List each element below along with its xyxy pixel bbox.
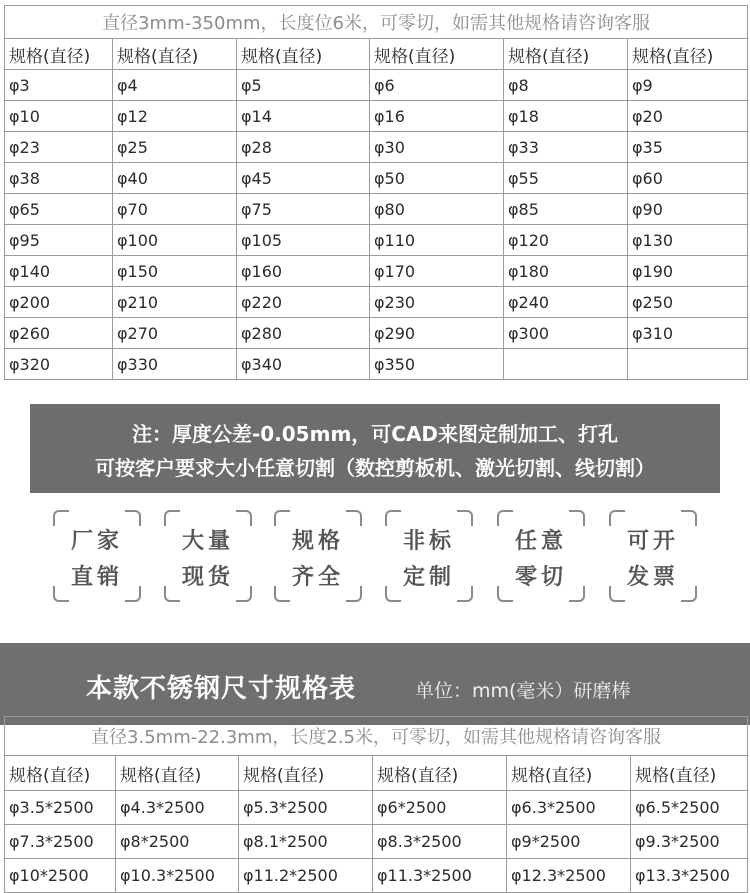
table-cell: φ23 — [5, 132, 113, 163]
section-header — [0, 643, 750, 725]
table-cell: φ260 — [5, 318, 113, 349]
table-cell: φ300 — [504, 318, 628, 349]
table-cell: φ8.3*2500 — [373, 825, 507, 859]
table-row — [5, 349, 748, 380]
badge-text: 规格 — [291, 529, 344, 554]
feature-badge — [609, 510, 697, 602]
feature-badge — [164, 510, 252, 602]
table-cell: φ130 — [628, 225, 748, 256]
table-cell: φ340 — [237, 349, 370, 380]
table-cell: φ45 — [237, 163, 370, 194]
table-cell: φ5 — [237, 70, 370, 101]
badge-text: 可开 — [626, 529, 679, 554]
note-banner — [30, 404, 720, 493]
table-row — [5, 194, 748, 225]
feature-badge — [53, 510, 141, 602]
table-cell: φ8*2500 — [116, 825, 239, 859]
table-cell — [504, 349, 628, 380]
table-cell: φ9*2500 — [507, 825, 631, 859]
table-caption: 直径3.5mm-22.3mm，长度2.5米，可零切，如需其他规格请咨询客服 — [5, 717, 748, 756]
table-cell: φ50 — [370, 163, 504, 194]
table-cell: φ120 — [504, 225, 628, 256]
table-cell: φ250 — [628, 287, 748, 318]
table-cell: φ18 — [504, 101, 628, 132]
table-body — [5, 70, 748, 380]
feature-badge — [497, 510, 585, 602]
table-cell: φ10.3*2500 — [116, 859, 239, 893]
column-header: 规格(直径) — [5, 39, 113, 70]
section-title: 本款不锈钢尺寸规格表 — [86, 674, 357, 704]
table-cell: φ280 — [237, 318, 370, 349]
table-cell: φ65 — [5, 194, 113, 225]
table-cell: φ240 — [504, 287, 628, 318]
table-cell: φ190 — [628, 256, 748, 287]
note-line: 可按客户要求大小任意切割（数控剪板机、激光切割、线切割） — [95, 456, 655, 480]
badge-text: 厂家 — [70, 529, 123, 554]
table-cell: φ95 — [5, 225, 113, 256]
table-cell — [628, 349, 748, 380]
table-cell: φ4.3*2500 — [116, 791, 239, 825]
badge-text: 现货 — [181, 565, 234, 590]
column-header: 规格(直径) — [373, 756, 507, 791]
table-cell: φ85 — [504, 194, 628, 225]
column-header: 规格(直径) — [237, 39, 370, 70]
table-cell: φ270 — [113, 318, 237, 349]
table-cell: φ13.3*2500 — [631, 859, 748, 893]
table-row — [5, 825, 748, 859]
table-cell: φ33 — [504, 132, 628, 163]
column-header: 规格(直径) — [239, 756, 373, 791]
badge-text: 任意 — [514, 529, 567, 554]
table-cell: φ180 — [504, 256, 628, 287]
column-header: 规格(直径) — [113, 39, 237, 70]
table-cell: φ12 — [113, 101, 237, 132]
table-cell: φ70 — [113, 194, 237, 225]
table-row — [5, 132, 748, 163]
table-cell: φ90 — [628, 194, 748, 225]
table-cell: φ230 — [370, 287, 504, 318]
table-cell: φ11.2*2500 — [239, 859, 373, 893]
column-header: 规格(直径) — [116, 756, 239, 791]
table-body — [5, 791, 748, 893]
table-cell: φ7.3*2500 — [5, 825, 116, 859]
spec-table-1 — [4, 5, 748, 380]
table-cell: φ150 — [113, 256, 237, 287]
table-cell: φ16 — [370, 101, 504, 132]
table-cell: φ60 — [628, 163, 748, 194]
table-cell: φ40 — [113, 163, 237, 194]
table-cell: φ38 — [5, 163, 113, 194]
column-header: 规格(直径) — [631, 756, 748, 791]
table-cell: φ14 — [237, 101, 370, 132]
table-cell: φ200 — [5, 287, 113, 318]
table-row — [5, 256, 748, 287]
table-row — [5, 318, 748, 349]
table-cell: φ11.3*2500 — [373, 859, 507, 893]
table-row — [5, 287, 748, 318]
table-row — [5, 859, 748, 893]
table-row — [5, 225, 748, 256]
table-cell: φ100 — [113, 225, 237, 256]
table-row — [5, 70, 748, 101]
section-subtitle: 单位：mm(毫米）研磨棒 — [415, 680, 631, 702]
column-header: 规格(直径) — [5, 756, 116, 791]
table-row — [5, 163, 748, 194]
table-cell: φ30 — [370, 132, 504, 163]
table-cell: φ25 — [113, 132, 237, 163]
table-cell: φ4 — [113, 70, 237, 101]
table-cell: φ75 — [237, 194, 370, 225]
note-line: 注：厚度公差-0.05mm，可CAD来图定制加工、打孔 — [131, 422, 619, 446]
spec-table-2 — [4, 716, 748, 893]
table-cell: φ290 — [370, 318, 504, 349]
badge-text: 大量 — [181, 529, 234, 554]
table-row — [5, 791, 748, 825]
table-cell: φ350 — [370, 349, 504, 380]
table-cell: φ28 — [237, 132, 370, 163]
badge-text: 零切 — [514, 565, 567, 590]
column-header: 规格(直径) — [507, 756, 631, 791]
table-cell: φ6 — [370, 70, 504, 101]
column-header: 规格(直径) — [504, 39, 628, 70]
badge-text: 齐全 — [291, 565, 344, 590]
table-cell: φ310 — [628, 318, 748, 349]
table-cell: φ110 — [370, 225, 504, 256]
table-cell: φ220 — [237, 287, 370, 318]
table-cell: φ170 — [370, 256, 504, 287]
table-cell: φ8 — [504, 70, 628, 101]
table-cell: φ10*2500 — [5, 859, 116, 893]
table-cell: φ12.3*2500 — [507, 859, 631, 893]
table-cell: φ55 — [504, 163, 628, 194]
table-cell: φ105 — [237, 225, 370, 256]
badge-text: 定制 — [402, 565, 455, 590]
badge-text: 非标 — [402, 529, 455, 554]
column-header: 规格(直径) — [628, 39, 748, 70]
table-cell: φ35 — [628, 132, 748, 163]
feature-badge — [274, 510, 362, 602]
badge-text: 直销 — [70, 565, 123, 590]
table-cell: φ9.3*2500 — [631, 825, 748, 859]
table-cell: φ330 — [113, 349, 237, 380]
table-cell: φ5.3*2500 — [239, 791, 373, 825]
feature-badge — [385, 510, 473, 602]
table-cell: φ9 — [628, 70, 748, 101]
table-cell: φ160 — [237, 256, 370, 287]
table-cell: φ6.5*2500 — [631, 791, 748, 825]
table-row — [5, 101, 748, 132]
table-cell: φ210 — [113, 287, 237, 318]
column-header: 规格(直径) — [370, 39, 504, 70]
table-cell: φ6*2500 — [373, 791, 507, 825]
table-cell: φ10 — [5, 101, 113, 132]
badge-text: 发票 — [626, 565, 679, 590]
table-cell: φ6.3*2500 — [507, 791, 631, 825]
table-cell: φ8.1*2500 — [239, 825, 373, 859]
table-cell: φ3.5*2500 — [5, 791, 116, 825]
table-cell: φ20 — [628, 101, 748, 132]
table-cell: φ140 — [5, 256, 113, 287]
table-cell: φ3 — [5, 70, 113, 101]
table-caption: 直径3mm-350mm，长度位6米，可零切，如需其他规格请咨询客服 — [5, 6, 748, 39]
table-cell: φ80 — [370, 194, 504, 225]
table-cell: φ320 — [5, 349, 113, 380]
